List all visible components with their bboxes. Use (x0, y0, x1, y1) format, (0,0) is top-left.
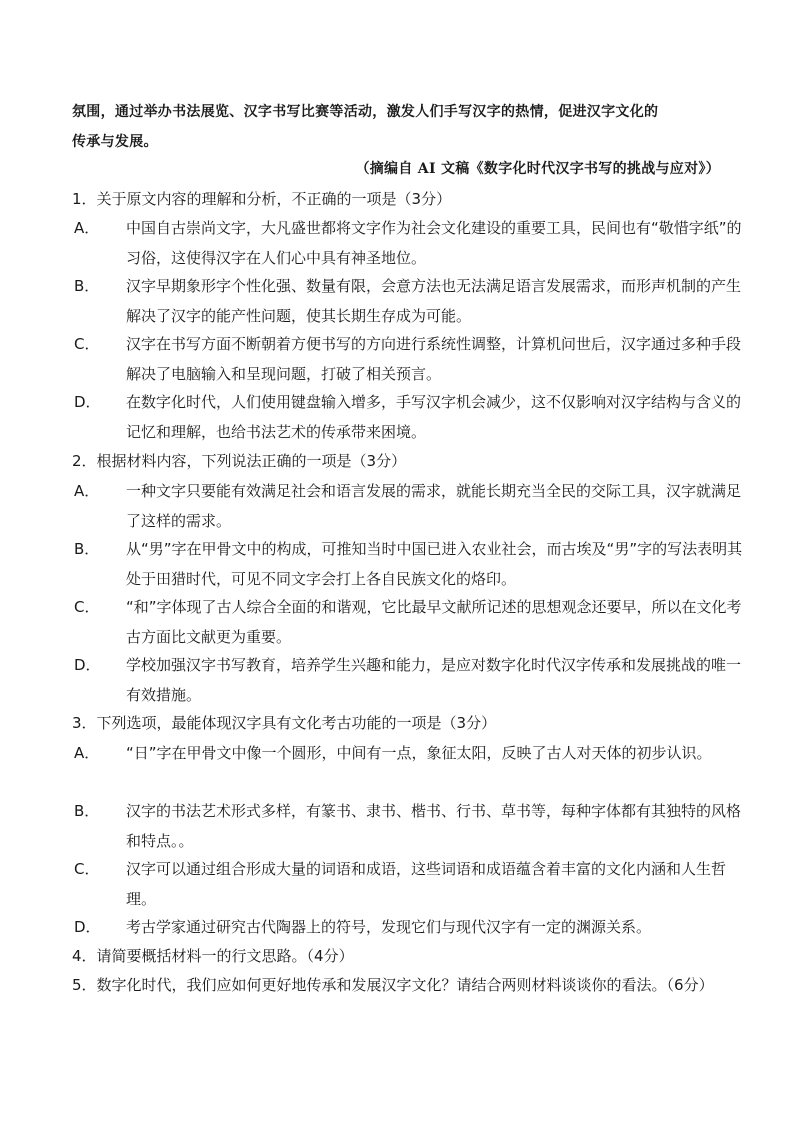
option-label: B． (74, 802, 100, 820)
question-3-stem: 3．下列选项，最能体现汉字具有文化考古功能的一项是（3分） (72, 714, 497, 732)
option-text: 汉字在书写方面不断朝着方便书写的方向进行系统性调整，计算机问世后，汉字通过多种手段解决了电脑输入和呈现问题，打破了相关预言。 (126, 335, 742, 383)
option-label: B． (74, 277, 100, 295)
question-2-option-d (74, 650, 750, 710)
question-3-option-d (74, 912, 750, 942)
option-text: “和”字体现了古人综合全面的和谐观，它比最早文献所记述的思想观念还要早，所以在文化考古方面比文献更为重要。 (126, 598, 742, 646)
option-text: 汉字的书法艺术形式多样，有篆书、隶书、楷书、行书、草书等，每种字体都有其独特的风格和特点。。 (126, 802, 742, 850)
question-1-option-c (74, 329, 750, 389)
question-4-stem: 4．请简要概括材料一的行文思路。（4分） (72, 947, 354, 965)
option-label: A． (74, 482, 100, 500)
question-3-option-a (74, 738, 750, 768)
option-label: A． (74, 219, 100, 237)
option-label: C． (74, 598, 100, 616)
option-label: D． (74, 393, 101, 411)
option-text: 中国自古崇尚文字，大凡盛世都将文字作为社会文化建设的重要工具，民间也有“敬惜字纸”的习俗，这使得汉字在人们心中具有神圣地位。 (126, 219, 742, 267)
question-2-option-a (74, 476, 750, 536)
option-text: 考古学家通过研究古代陶器上的符号，发现它们与现代汉字有一定的渊源关系。 (126, 918, 652, 936)
option-text: 汉字早期象形字个性化强、数量有限，会意方法也无法满足语言发展需求，而形声机制的产生解决了汉字的能产性问题，使其长期生存成为可能。 (126, 277, 742, 325)
question-1-stem: 1．关于原文内容的理解和分析，不正确的一项是（3分） (72, 190, 452, 208)
option-label: D． (74, 918, 101, 936)
question-5-stem: 5．数字化时代，我们应如何更好地传承和发展汉字文化？请结合两则材料谈谈你的看法。（6分） (72, 976, 714, 994)
option-label: B． (74, 540, 100, 558)
question-2-option-c (74, 592, 750, 652)
option-text: 一种文字只要能有效满足社会和语言发展的需求，就能长期充当全民的交际工具，汉字就满足了这样的需求。 (126, 482, 742, 530)
question-1-option-d (74, 387, 750, 447)
option-label: C． (74, 860, 100, 878)
question-2-stem: 2．根据材料内容，下列说法正确的一项是（3分） (72, 452, 407, 470)
option-text: “日”字在甲骨文中像一个圆形，中间有一点，象征太阳，反映了古人对天体的初步认识。 (126, 744, 712, 762)
passage-source: （摘编自 AI 文稿《数字化时代汉字书写的挑战与应对》） (355, 161, 720, 177)
option-text: 从“男”字在甲骨文中的构成，可推知当时中国已进入农业社会，而古埃及“男”字的写法表明其处于田猎时代，可见不同文字会打上各自民族文化的烙印。 (126, 540, 743, 588)
option-label: A． (74, 744, 100, 762)
passage-text-line: 氛围，通过举办书法展览、汉字书写比赛等活动，激发人们手写汉字的热情，促进汉字文化的 (72, 104, 659, 120)
option-text: 在数字化时代，人们使用键盘输入增多，手写汉字机会减少，这不仅影响对汉字结构与含义的记忆和理解，也给书法艺术的传承带来困境。 (126, 393, 742, 441)
option-label: D． (74, 656, 101, 674)
question-2-option-b (74, 534, 750, 594)
option-label: C． (74, 335, 100, 353)
option-text: 汉字可以通过组合形成大量的词语和成语，这些词语和成语蕴含着丰富的文化内涵和人生哲理。 (126, 860, 727, 908)
passage-text-line: 传承与发展。 (72, 134, 158, 150)
option-text: 学校加强汉字书写教育，培养学生兴趣和能力，是应对数字化时代汉字传承和发展挑战的唯一有效措施。 (126, 656, 742, 704)
question-1-option-b (74, 271, 750, 331)
question-3-option-c (74, 854, 750, 914)
question-3-option-b (74, 796, 750, 856)
question-1-option-a (74, 213, 750, 273)
